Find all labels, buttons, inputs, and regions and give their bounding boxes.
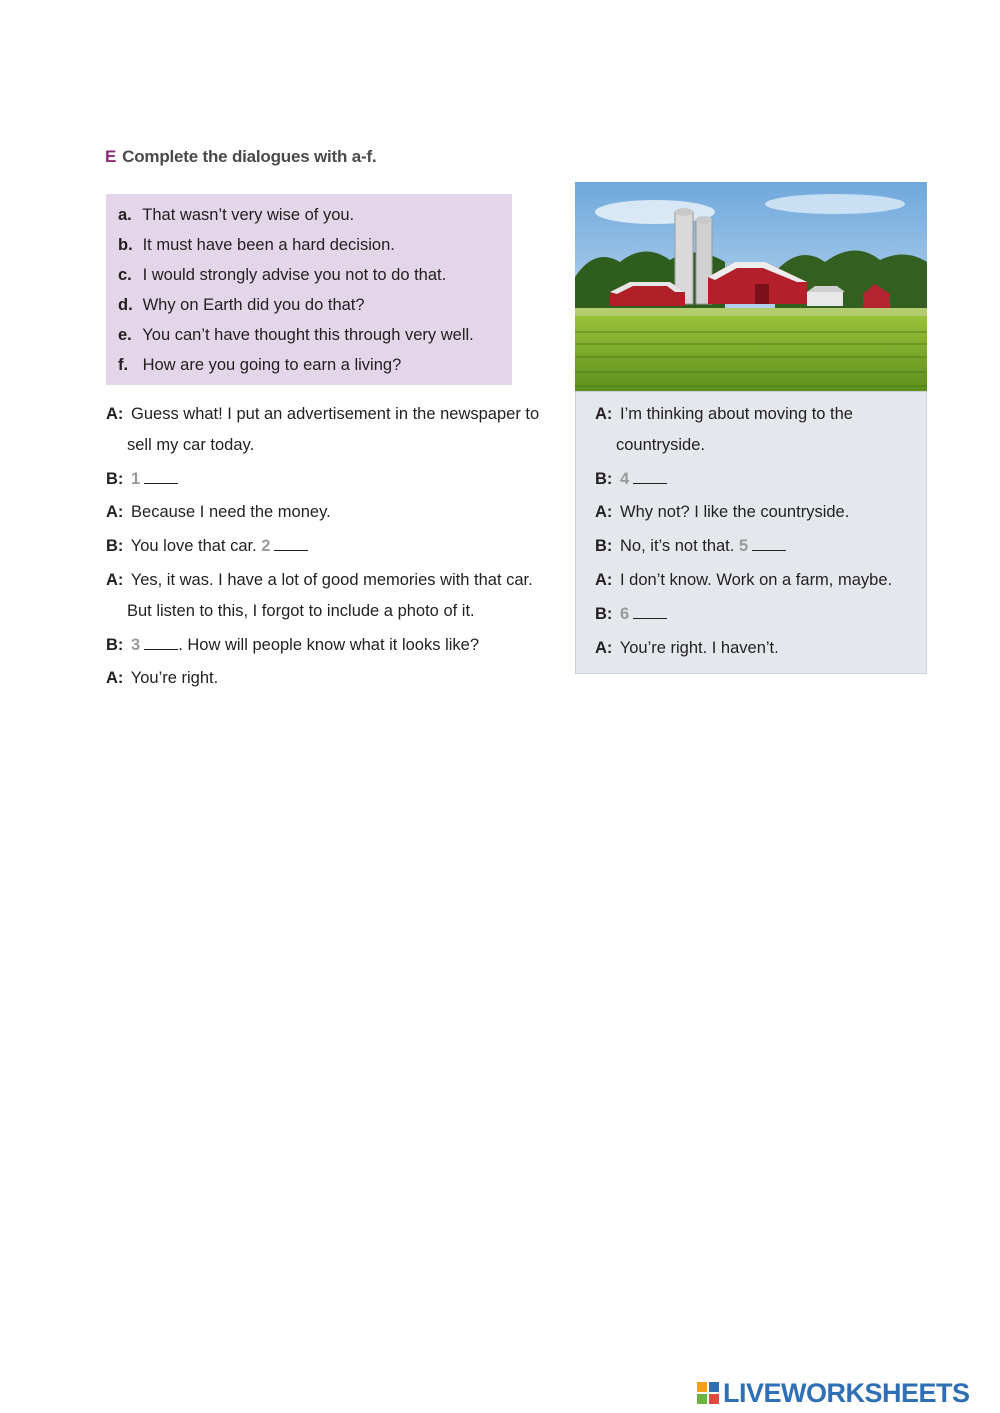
brand-name: LIVEWORKSHEETS [723,1377,970,1408]
dialogue-2-line-2 [595,468,667,490]
option-text: That wasn’t very wise of you. [142,206,355,224]
line-text: Because I need the money. [131,503,331,521]
option-f [118,352,512,382]
dialogue-1-line-5 [106,569,533,591]
barn-door [755,284,769,304]
dialogue-1-line-6 [106,634,479,656]
answer-blank-5[interactable] [752,536,786,551]
dialogue-2-line-7 [595,637,779,659]
speaker: B: [106,537,124,555]
answer-blank-4[interactable] [633,469,667,484]
gap-number: 6 [620,605,630,623]
exercise-heading [105,147,376,167]
option-c [118,262,512,292]
line-text: countryside. [616,436,705,454]
dialogue-1-line-1-cont [127,434,254,456]
speaker: A: [106,405,124,423]
line-text: I’m thinking about moving to the [620,405,853,423]
farm-photo [575,182,927,392]
line-text: You love that car. [130,537,257,555]
option-label: e. [118,326,132,344]
speaker: A: [595,639,613,657]
line-text: . How will people know what it looks like? [178,636,480,654]
line-text: But listen to this, I forgot to include a photo of it. [127,602,475,620]
line-text: No, it’s not that. [620,537,735,555]
option-text: How are you going to earn a living? [142,356,402,374]
dialogue-2-line-3 [595,501,849,523]
dialogue-1-line-2 [106,468,178,490]
line-text: You’re right. [130,669,219,687]
option-b [118,232,512,262]
speaker: A: [106,571,124,589]
crop-field [575,312,927,392]
option-label: d. [118,296,133,314]
silo-top [675,208,693,216]
line-text: Yes, it was. I have a lot of good memories with that car. [130,571,533,589]
option-text: I would strongly advise you not to do that. [142,266,447,284]
option-label: c. [118,266,132,284]
dialogue-2-line-1 [595,403,853,425]
speaker: A: [106,669,124,687]
dialogue-2-line-1-cont [616,434,705,456]
options-box [106,194,512,385]
option-text: It must have been a hard decision. [142,236,395,254]
speaker: B: [595,470,613,488]
option-e [118,322,512,352]
option-label: a. [118,206,132,224]
exercise-instruction: Complete the dialogues with a-f. [122,147,377,166]
answer-blank-2[interactable] [274,536,308,551]
farm-illustration [575,182,927,392]
dialogue-2-line-4 [595,535,786,557]
line-text: I don’t know. Work on a farm, maybe. [620,571,893,589]
white-shed [807,292,843,306]
field-edge [575,308,927,316]
cloud [765,194,905,214]
line-text: sell my car today. [127,436,255,454]
gap-number: 3 [131,636,141,654]
gap-number: 2 [261,537,271,555]
speaker: A: [106,503,124,521]
speaker: A: [595,503,613,521]
dialogue-1-line-1 [106,403,539,425]
gap-number: 4 [620,470,630,488]
option-d [118,292,512,322]
speaker: B: [595,605,613,623]
option-label: b. [118,236,133,254]
answer-blank-3[interactable] [144,635,178,650]
dialogue-1-line-3 [106,501,331,523]
line-text: Why not? I like the countryside. [620,503,850,521]
dialogue-1-line-4 [106,535,308,557]
speaker: A: [595,571,613,589]
dialogue-2-line-6 [595,603,667,625]
option-a [118,202,512,232]
gap-number: 1 [131,470,141,488]
speaker: B: [595,537,613,555]
dialogue-2-line-5 [595,569,892,591]
answer-blank-1[interactable] [144,469,178,484]
option-text: You can’t have thought this through very well. [142,326,474,344]
liveworksheets-logo[interactable] [697,1377,970,1409]
dialogue-1-line-7 [106,667,218,689]
answer-blank-6[interactable] [633,604,667,619]
dialogue-1-line-5-cont [127,600,475,622]
gap-number: 5 [738,537,749,555]
option-text: Why on Earth did you do that? [142,296,365,314]
speaker: B: [106,470,124,488]
exercise-letter: E [105,147,117,166]
line-text: You’re right. I haven’t. [619,639,779,657]
speaker: B: [106,636,124,654]
line-text: Guess what! I put an advertisement in the newspaper to [131,405,540,423]
logo-grid-icon [697,1382,719,1404]
silo-top [696,216,712,224]
option-label: f. [118,356,129,374]
speaker: A: [595,405,613,423]
